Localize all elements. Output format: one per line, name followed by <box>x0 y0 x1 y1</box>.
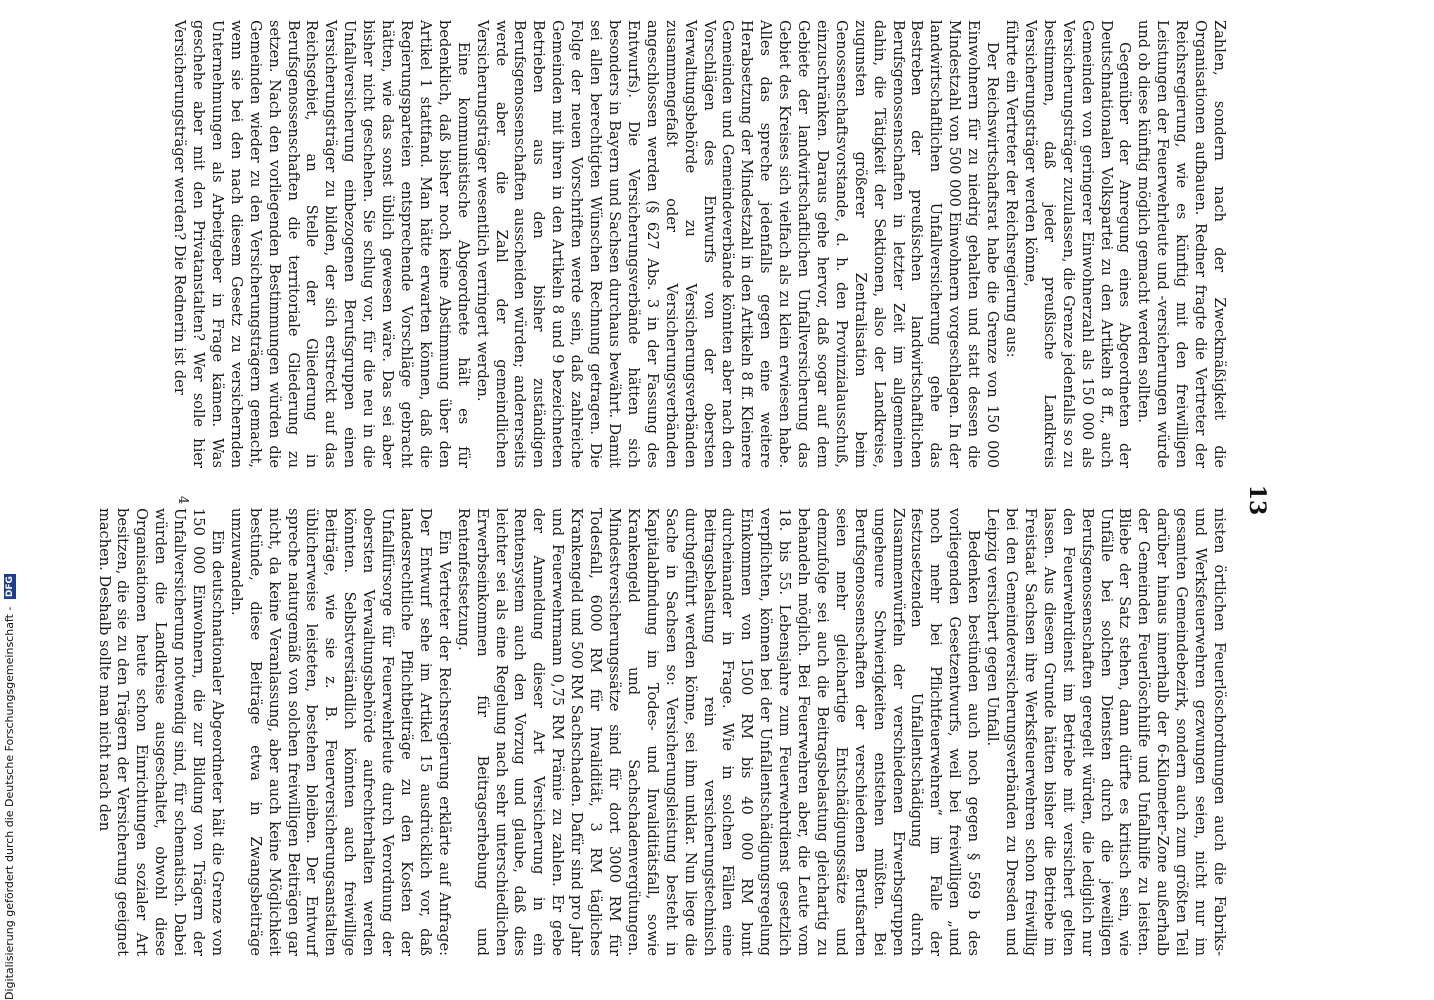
paragraph: Eine kommunistische Abgeordnete hält es für bedenklich, daß bisher noch keine Abstimmung über den Artikel 1 stattfand. Man hätte erwarten können, daß die Regierungsparteien entsprechende Vorschläge gebracht hätten, wie das sonst üblich gewesen wäre. Das sei aber bisher nicht geschehen. Sie schlug vor, für die neu in die Unfallversicherung einbezogenen Berufsgruppen einen Versicherungsträger zu bilden, der sich erstreckt auf das Reichsgebiet, an Stelle der Gliederung in Berufsgenossenschaften die territoriale Gliederung zu setzen. Nach den vorliegenden Bestimmungen würden die Gemeinden wieder zu den Versicherungsträgern gemacht, wenn sie bei den nach diesem Gesetz zu versichernden Unternehmungen als Arbeitgeber in Frage kämen. Was geschehe aber mit den Privatanstalten? Wer solle hier Versicherungsträger werden? Die Rednerin ist der <box>171 20 472 468</box>
page-number: 13 <box>1244 484 1270 516</box>
dfg-logo: DFG <box>5 576 15 598</box>
paragraph: nisten örtlichen Feuerlöschordnungen auch die Fabriks- und Werksfeuerwehren gezwungen seien, nicht nur im gesamten Gemeindebezirk, sondern auch zum größten Teil darüber hinaus innerhalb der 6-Kilometer-Zone außerhalb der Gemeinden Feuerlöschhilfe und Unfallhilfe zu leisten. Bliebe der Satz stehen, dann dürfte es kritisch sein, wie Unfälle bei solchen Diensten durch die jeweiligen Berufsgenossenschaften geregelt würden, die lediglich nur den Feuerwehrdienst im Betriebe mit versichert gelten lassen. Aus diesem Grunde hätten bisher die Betriebe im Freistaat Sachsen ihre Werksfeuerwehren schon freiwillig bei den Gemeindeversicherungsverbänden zu Dresden und Leipzig versichert gegen Unfall. <box>984 508 1228 956</box>
signature-mark: 4 <box>175 495 190 505</box>
paragraph: Ein Vertreter der Reichsregierung erklärte auf Anfrage: Der Entwurf sehe im Artikel 15 ausdrücklich vor, daß landesrechtliche Pflichtbeiträge zu den Kosten der Unfallfürsorge für Feuerwehrleute durch Verordnung der obersten Verwaltungsbehörde aufrechterhalten werden könnten. Selbstverständlich könnten auch freiwillige Beiträge, wie sie z. B. Feuerversicherungsanstalten üblicherweise leisteten, bestehen bleiben. Der Entwurf spreche naturgemäß von solchen freiwilligen Beiträgen gar nicht, da keine Veranlassung, aber auch keine Möglichkeit bestünde, diese Beiträge etwa in Zwangsbeiträge umzuwandeln. <box>227 508 453 956</box>
paragraph: Zahlen, sondern nach der Zweckmäßigkeit die Organisationen aufbauen. Redner fragte die Vertreter der Reichsregierung, wie es künftig mit den freiwilligen Leistungen der Feuerwehrleute und -versicherungen würde und ob diese künftig möglich gemacht werden sollten. <box>1135 20 1228 468</box>
credit-text: Digitalisierung gefördert durch die Deutsche Forschungsgemeinschaft - <box>3 606 16 1000</box>
text-column-left <box>171 20 1228 468</box>
paragraph: führte ein Vertreter der Reichsregierung aus: <box>1003 20 1021 358</box>
paragraph: Gegenüber der Anregung eines Abgeordneten der Deutschnationalen Volkspartei zu den Artikeln 8 ff., auch Gemeinden von geringerer Einwohnerzahl als 150 000 als Versicherungsträger zuzulassen, die Grenze jedenfalls so zu bestimmen, daß jeder preußische Landkreis Versicherungsträger werden könne, <box>1021 20 1134 468</box>
text-column-right <box>95 508 1228 956</box>
digitization-credit <box>0 0 20 1000</box>
paragraph: Der Reichswirtschaftsrat habe die Grenze von 150 000 Einwohnern für zu niedrig gehalten und statt dessen die Mindestzahl von 500 000 Einwohnern vorgeschlagen. In der landwirtschaftlichen Unfallversicherung gehe das Bestreben der preußischen landwirtschaftlichen Berufsgenossenschaften in letzter Zeit im allgemeinen dahin, die Tätigkeit der Sektionen, also der Landkreise, zugunsten größerer Zentralisation beim Genossenschaftsvorstande, d. h. den Provinzialausschuß, einzuschränken. Daraus gehe hervor, daß sogar auf dem Gebiete der landwirtschaftlichen Unfallversicherung das Gebiet des Kreises sich vielfach als zu klein erwiesen habe. Alles das spreche jedenfalls gegen eine weitere Herabsetzung der Mindestzahl in den Artikeln 8 ff. Kleinere Gemeinden und Gemeindeverbände könnten aber nach den Vorschlägen des Entwurfs von der obersten Verwaltungsbehörde zu Versicherungsverbänden zusammengefaßt oder Versicherungsverbänden angeschlossen werden (§ 627 Abs. 3 in der Fassung des Entwurfs). Die Versicherungsverbände hätten sich besonders in Bayern und Sachsen durchaus bewährt. Damit sei allen berechtigten Wünschen Rechnung getragen. Die Folge der neuen Vorschriften werde sein, daß zahlreiche Gemeinden mit ihren in den Artikeln 8 und 9 bezeichneten Betrieben aus den bisher zuständigen Berufsgenossenschaften ausscheiden würden; andererseits werde aber die Zahl der gemeindlichen Versicherungsträger wesentlich verringert werden. <box>473 20 1002 468</box>
paragraph: Bedenken bestünden auch noch gegen § 569 b des vorliegenden Gesetzentwurfs, weil bei freiwilligen „und noch mehr bei Pflichtfeuerwehren“ im Falle der festzusetzenden Unfallentschädigung durch Zusammenwürfeln der verschiedenen Erwerbsgruppen ungeheure Schwierigkeiten entstehen müßten. Bei Berufsgenossenschaften der verschiedenen Berufsarten seien mehr gleichartige Entschädigungssätze und demzufolge sei auch die Beitragsbelastung gleichartig zu behandeln möglich. Bei Feuerwehren aber, die Leute vom 18. bis 55. Lebensjahre zum Feuerwehrdienst gesetzlich verpflichten, können bei der Unfallentschädigungsregelung Einkommen von 1500 RM bis 40 000 RM bunt durcheinander in Frage. Wie in solchen Fällen eine Beitragsbelastung rein versicherungstechnisch durchgeführt werden könne, sei ihm unklar. Nun liege die Sache in Sachsen so: Versicherungsleistung besteht in Kapitalabfindung im Todes- und Invaliditätsfall, sowie Krankengeld und Sachschadenvergütungen. Mindestversicherungssätze sind für dort 3000 RM für Todesfall, 6000 RM für Invalidität, 3 RM tägliches Krankengeld und 500 RM Sachschaden. Dafür sind pro Jahr und Feuerwehrmann 0,75 RM Prämie zu zahlen. Er gebe der Anmeldung dieser Art Versicherung in ein Rentensystem auch den Vorzug und glaube, daß dies leichter sei als eine Regelung nach sehr unterschiedlichen Erwerbseinkommen für Beitragserhebung und Rentenfestsetzung. <box>454 508 983 956</box>
paragraph: Ein deutschnationaler Abgeordneter hält die Grenze von 150 000 Einwohnern, die zur Bildung von Trägern der Unfallversicherung notwendig sind, für schematisch. Dabei würden die Landkreise ausgeschaltet, obwohl diese Organisationen heute schon Einrichtungen sozialer Art besitzen, die sie zu den Trägern der Versicherung geeignet machen. Deshalb sollte man nicht nach den <box>95 508 226 956</box>
scanned-page <box>95 0 1280 1000</box>
